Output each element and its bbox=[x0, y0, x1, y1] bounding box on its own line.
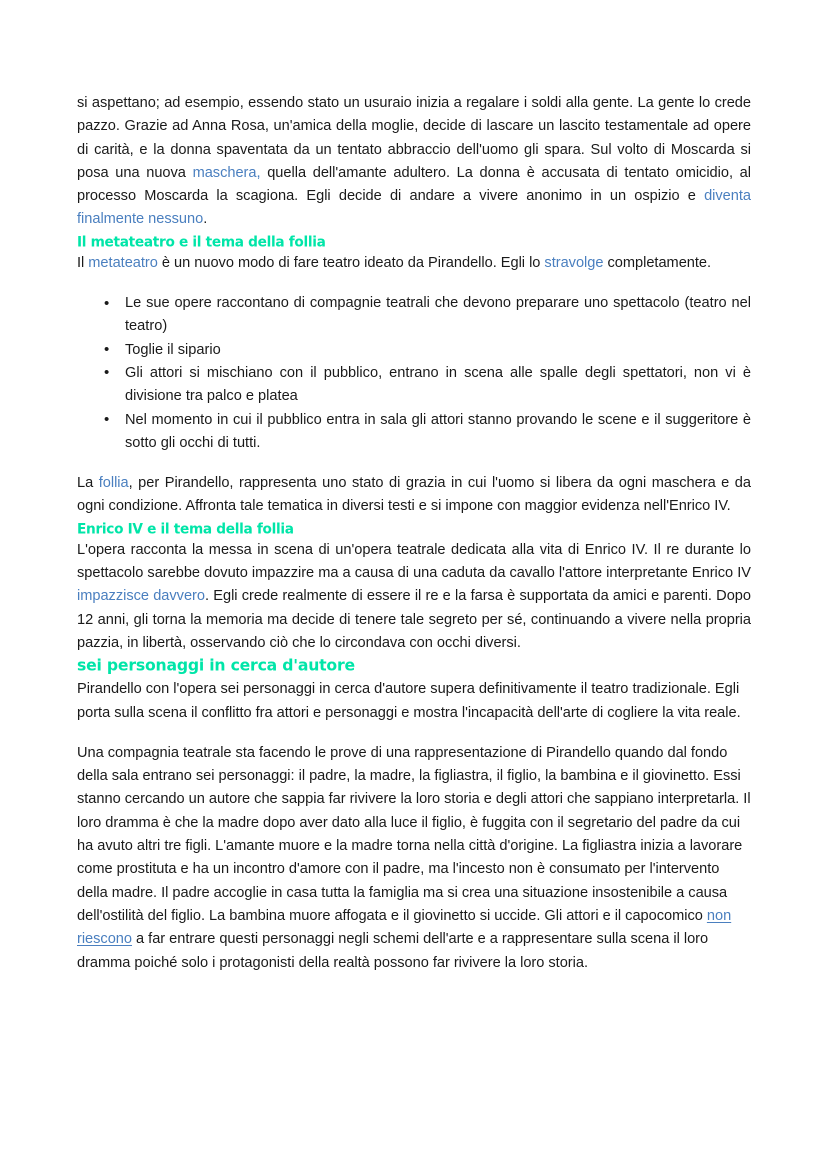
heading-metateatro: Il metateatro e il tema della follia bbox=[77, 233, 326, 251]
metateatro-bullet-list bbox=[77, 292, 751, 455]
paragraph-enrico-iv bbox=[77, 539, 751, 655]
enrico-text-part-1: L'opera racconta la messa in scena di un'opera teatrale dedicata alla vita di Enrico IV. Il re durante lo spettacolo sarebbe dovuto impazzire ma a causa di una caduta da cavallo l'attore interpretante Enrico IV bbox=[77, 541, 751, 582]
list-item-label: Le sue opere raccontano di compagnie teatrali che devono preparare uno spettacolo (teatro nel teatro) bbox=[125, 295, 751, 335]
paragraph-intro bbox=[77, 92, 751, 232]
intro-text-part-3: . bbox=[203, 211, 208, 228]
heading-sei-personaggi: sei personaggi in cerca d'autore bbox=[77, 656, 355, 676]
follia-text-part-2: , per Pirandello, rappresenta uno stato di grazia in cui l'uomo si libera da ogni maschera e da ogni condizione. Affronta tale tematica in diversi testi e si impone con maggior evidenza nell'Enrico IV. bbox=[77, 475, 751, 515]
metateatro-text-part-1: Il bbox=[77, 254, 89, 271]
list-item-label: Nel momento in cui il pubblico entra in sala gli attori stanno provando le scene e il suggeritore è sotto gli occhi di tutti. bbox=[125, 411, 751, 451]
list-item bbox=[77, 292, 751, 339]
enrico-text-part-2: . Egli crede realmente di essere il re e la farsa è supportata da amici e parenti. Dopo 12 anni, gli torna la memoria ma decide di tenere tale segreto per sé, continuando a vivere nella propria pazzia, in libertà, osservando ciò che lo circondava con occhi diversi. bbox=[77, 588, 751, 651]
intro-text-part-2: quella dell'amante adultero. La donna è accusata di tentato omicidio, al processo Moscarda la scagiona. Egli decide di andare a vivere anonimo in un ospizio e bbox=[77, 164, 752, 205]
paragraph-sei-personaggi-intro: Pirandello con l'opera sei personaggi in cerca d'autore supera definitivamente il teatro tradizionale. Egli porta sulla scena il conflitto fra attori e personaggi e mostra l'incapacità dell'arte di cogliere la vita reale. bbox=[77, 681, 741, 721]
highlight-maschera: maschera, bbox=[192, 164, 261, 181]
trama-text-part-2: a far entrare questi personaggi negli schemi dell'arte e a rappresentare sulla scena il loro dramma poiché solo i protagonisti della realtà possono far rivivere la loro storia. bbox=[77, 931, 709, 971]
intro-text-part-1: si aspettano; ad esempio, essendo stato un usuraio inizia a regalare i soldi alla gente. La gente lo crede pazzo. Grazie ad Anna Rosa, un'amica della moglie, decide di lascare un lascito testamentale ad opere di carità, e la donna spaventata da un tentato abbraccio dell'uomo gli spara. Sul volto di Moscarda si posa una nuova bbox=[77, 95, 751, 181]
follia-text-part-1: La bbox=[77, 475, 99, 492]
paragraph-follia bbox=[77, 472, 751, 519]
spacer bbox=[77, 455, 751, 472]
list-item-label: Toglie il sipario bbox=[125, 341, 221, 358]
paragraph-metateatro bbox=[77, 252, 751, 275]
metateatro-text-part-3: completamente. bbox=[603, 254, 712, 271]
highlight-impazzisce-davvero: impazzisce davvero bbox=[77, 588, 205, 605]
list-item bbox=[77, 339, 751, 362]
highlight-non-riescono: non riescono bbox=[77, 907, 732, 948]
highlight-diventa-finalmente-nessuno: diventa finalmente nessuno bbox=[77, 188, 751, 228]
document-content bbox=[77, 92, 751, 975]
highlight-follia: follia bbox=[98, 475, 129, 492]
heading-enrico-iv: Enrico IV e il tema della follia bbox=[77, 520, 294, 538]
highlight-metateatro: metateatro bbox=[88, 254, 158, 271]
trama-text-part-1: Una compagnia teatrale sta facendo le prove di una rappresentazione di Pirandello quando dal fondo della sala entrano sei personaggi: il padre, la madre, la figliastra, il figlio, la bambina e il giovinetto. Essi stanno cercando un autore che sappia far rivivere la loro storia e degli attori che sappiano interpretarla. Il loro dramma è che la madre dopo aver dato alla luce il figlio, è fuggita con il segretario del padre da cui ha avuto altri tre figli. L'amante muore e la madre torna nella città d'origine. La figliastra inizia a lavorare come prostituta e ha un incontro d'amore con il padre, ma l'incesto non è consumato per l'intervento della madre. Il padre accoglie in casa tutta la famiglia ma si crea una situazione insostenibile a causa dell'ostilità del figlio. La bambina muore affogata e il giovinetto si uccide. Gli attori e il capocomico bbox=[77, 744, 751, 924]
list-item-label: Gli attori si mischiano con il pubblico, entrano in scena alle spalle degli spettatori, non vi è divisione tra palco e platea bbox=[125, 364, 751, 405]
list-item bbox=[77, 409, 751, 456]
paragraph-sei-personaggi-trama bbox=[77, 742, 751, 975]
highlight-stravolge: stravolge bbox=[544, 254, 604, 271]
list-item bbox=[77, 362, 751, 409]
metateatro-text-part-2: è un nuovo modo di fare teatro ideato da Pirandello. Egli lo bbox=[157, 254, 545, 271]
spacer bbox=[77, 725, 751, 742]
